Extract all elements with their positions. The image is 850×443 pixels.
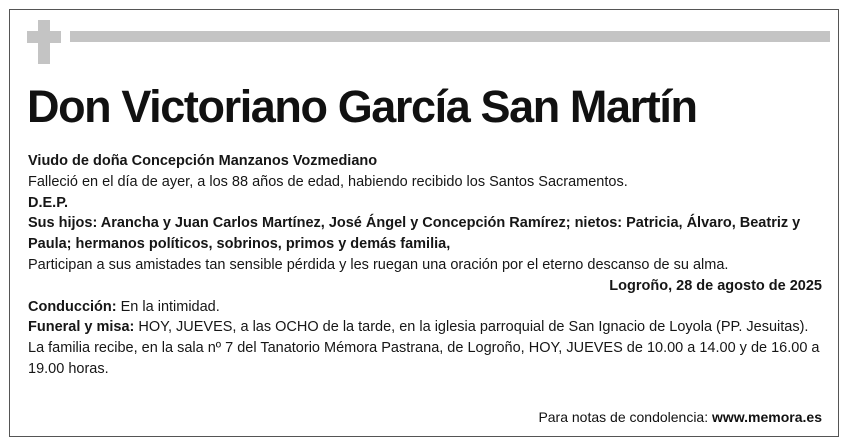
family-line: Sus hijos: Arancha y Juan Carlos Martínez, José Ángel y Concepción Ramírez; nietos: Patricia, Álvaro, Beatriz y Paula; hermanos políticos, sobrinos, primos y demás familia, xyxy=(28,215,801,253)
condolence-footer xyxy=(538,407,822,427)
passing-line: Falleció en el día de ayer, a los 88 años de edad, habiendo recibido los Santos Sacramentos. xyxy=(28,173,628,190)
notice-body xyxy=(28,151,822,380)
dep-line: D.E.P. xyxy=(28,194,69,211)
funeral-label: Funeral y misa: xyxy=(28,319,135,336)
conduccion-value: En la intimidad. xyxy=(116,298,220,315)
request-line: Participan a sus amistades tan sensible pérdida y les ruegan una oración por el eterno descanso de su alma. xyxy=(28,256,729,273)
widower-line: Viudo de doña Concepción Manzanos Vozmediano xyxy=(28,153,378,169)
deceased-name: Don Victoriano García San Martín xyxy=(27,81,697,132)
condolence-link[interactable]: www.memora.es xyxy=(712,409,822,425)
header-rule xyxy=(70,31,830,42)
conduccion-line xyxy=(28,297,822,318)
family-receives-line: La familia recibe, en la sala nº 7 del Tanatorio Mémora Pastrana, de Logroño, HOY, JUEVES de 10.00 a 14.00 y de 16.00 a 19.00 horas. xyxy=(28,340,820,377)
funeral-value: HOY, JUEVES, a las OCHO de la tarde, en la iglesia parroquial de San Ignacio de Loyola (PP. Jesuitas). xyxy=(134,319,809,336)
condolence-label: Para notas de condolencia: xyxy=(538,409,713,425)
funeral-line xyxy=(28,317,822,338)
place-date: Logroño, 28 de agosto de 2025 xyxy=(609,277,822,294)
cross-icon xyxy=(27,20,61,64)
conduccion-label: Conducción: xyxy=(28,298,117,315)
